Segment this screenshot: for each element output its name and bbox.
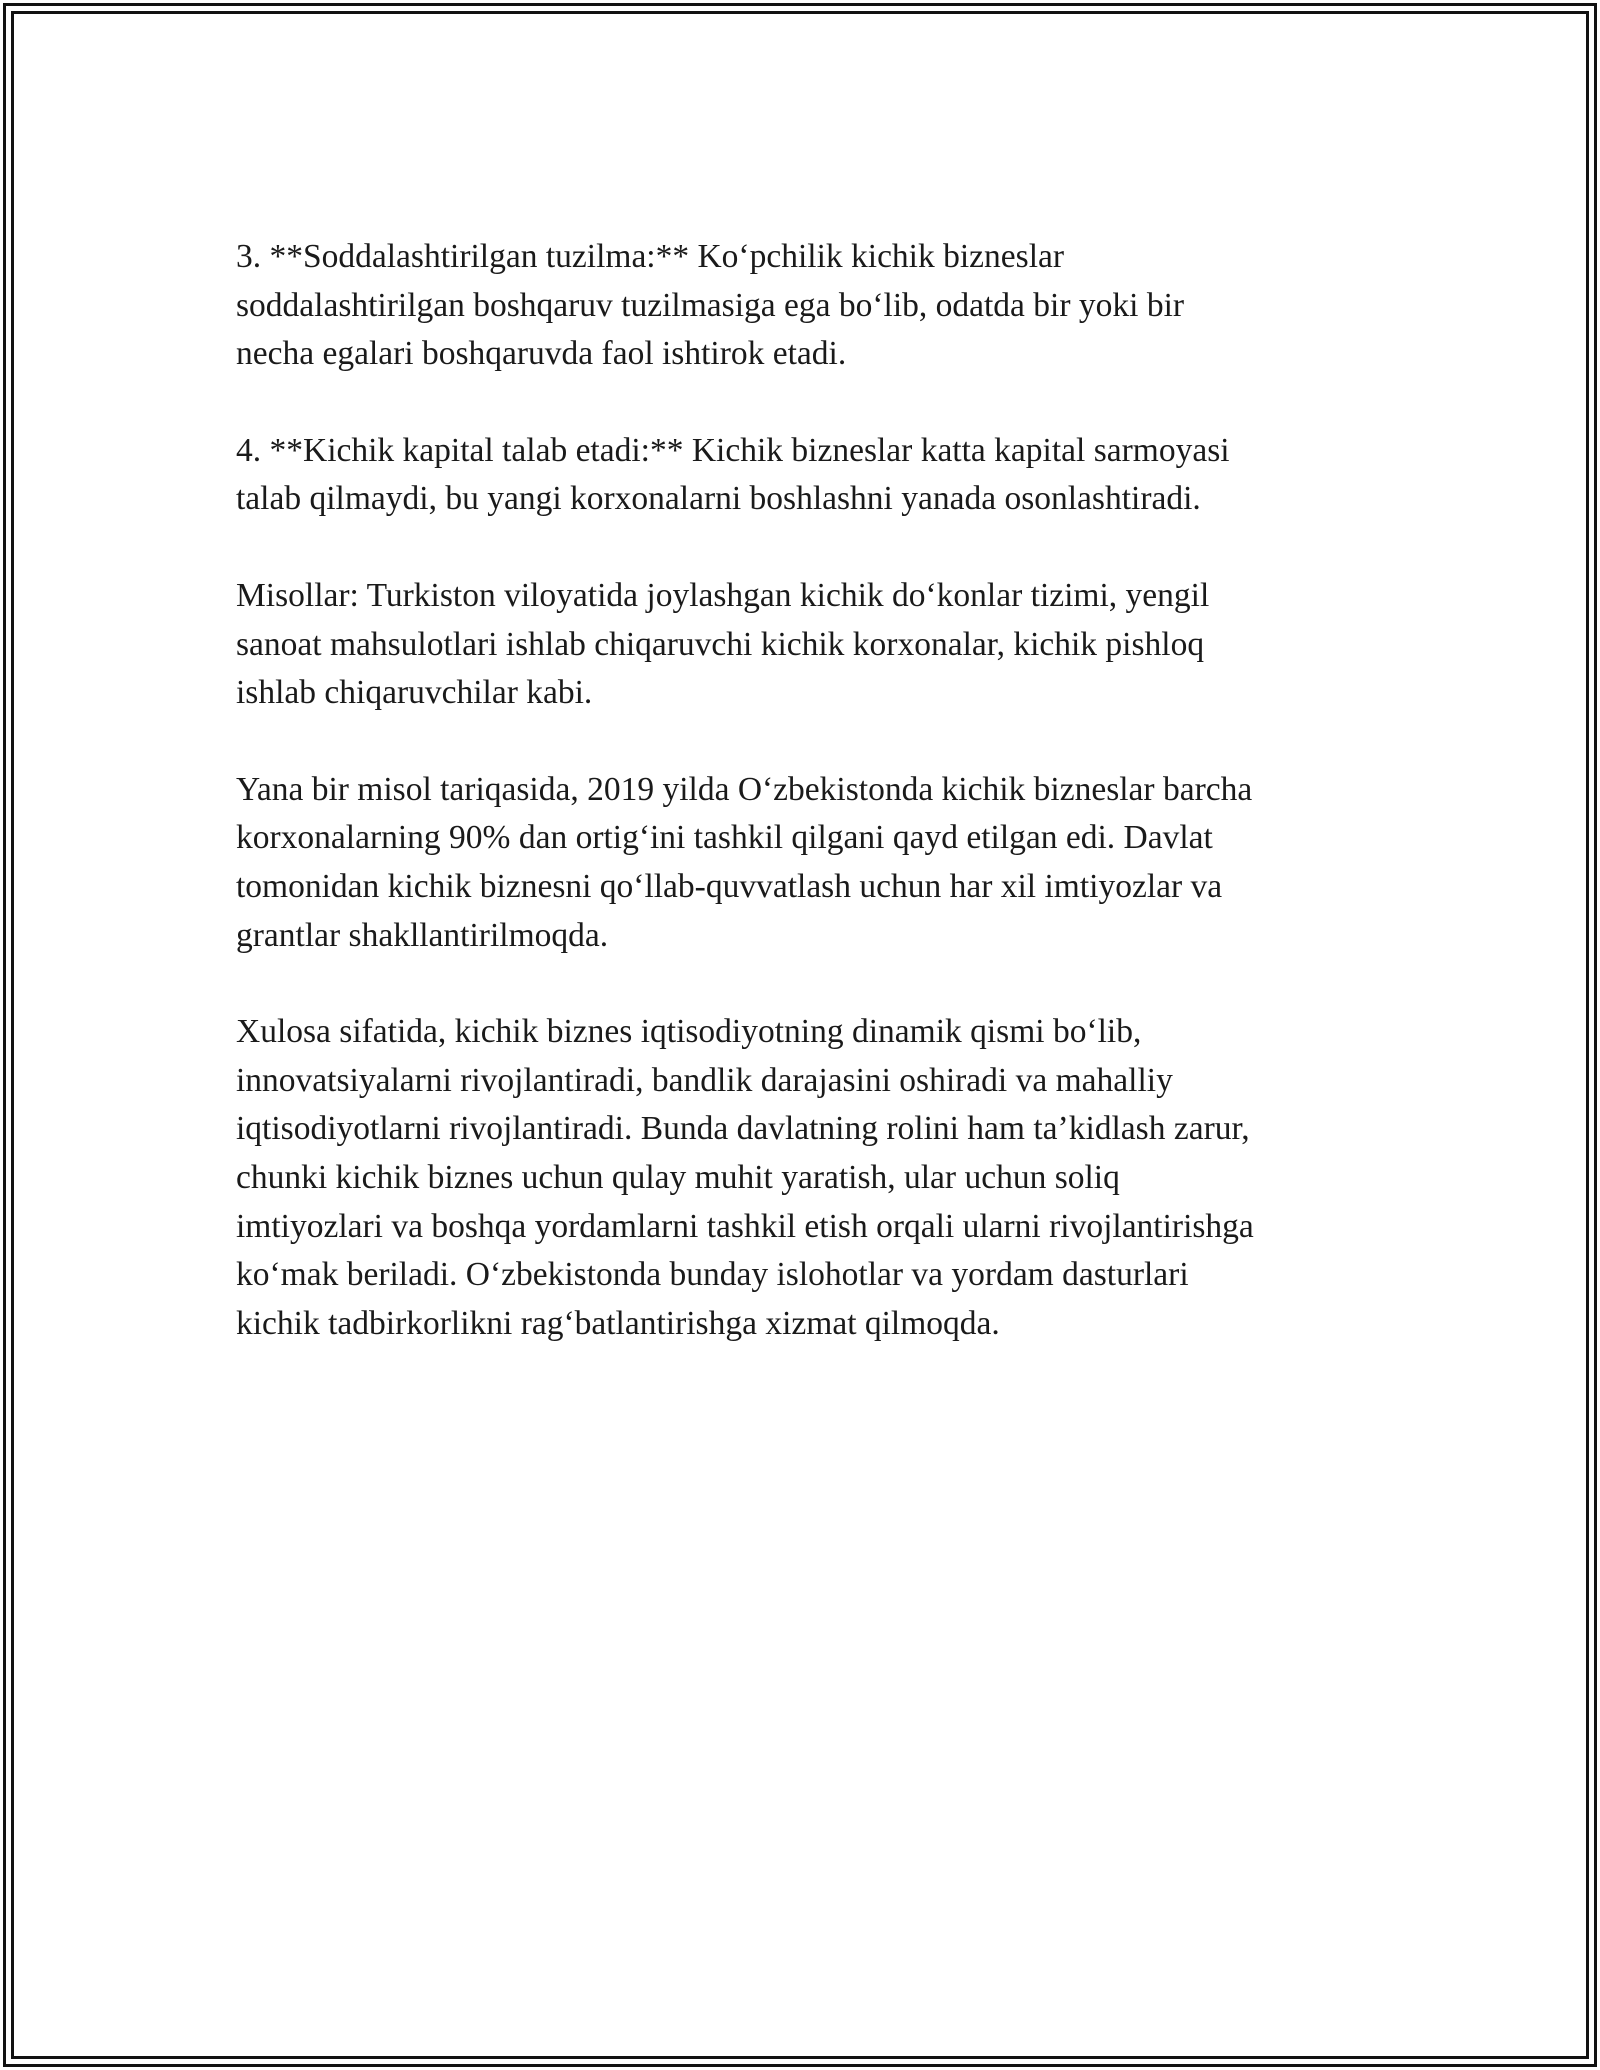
document-body [236,233,1366,1396]
paragraph-examples: Misollar: Turkiston viloyatida joylashgan kichik do‘konlar tizimi, yengil sanoat mahsulotlari ishlab chiqaruvchi kichik korxonalar, kichik pishloq ishlab chiqaruvchilar kabi. [236,576,1210,712]
paragraph-conclusion: Xulosa sifatida, kichik biznes iqtisodiyotning dinamik qismi bo‘lib, innovatsiyalarni rivojlantiradi, bandlik darajasini oshiradi va mahalliy iqtisodiyotlarni rivojlantiradi. Bunda davlatning rolini ham ta’kidlash zarur, chunki kichik biznes uchun qulay muhit yaratish, ular uchun soliq imtiyozlari va boshqa yordamlarni tashkil etish orqali ularni rivojlantirishga ko‘mak beriladi. O‘zbekistonda bunday islohotlar va yordam dasturlari kichik tadbirkorlikni rag‘batlantirishga xizmat qilmoqda. [236,1013,1254,1342]
paragraph-small-capital: 4. **Kichik kapital talab etadi:** Kichik bizneslar katta kapital sarmoyasi talab qilmaydi, bu yangi korxonalarni boshlashni yanada osonlashtiradi. [236,431,1230,518]
paragraph-statistics: Yana bir misol tariqasida, 2019 yilda O‘zbekistonda kichik bizneslar barcha korxonalarning 90% dan ortig‘ini tashkil qilgani qayd etilgan edi. Davlat tomonidan kichik biznesni qo‘llab-quvvatlash uchun har xil imtiyozlar va grantlar shakllantirilmoqda. [236,770,1253,954]
paragraph-simplified-structure: 3. **Soddalashtirilgan tuzilma:** Ko‘pchilik kichik bizneslar soddalashtirilgan boshqaruv tuzilmasiga ega bo‘lib, odatda bir yoki bir necha egalari boshqaruvda faol ishtirok etadi. [236,238,1185,373]
